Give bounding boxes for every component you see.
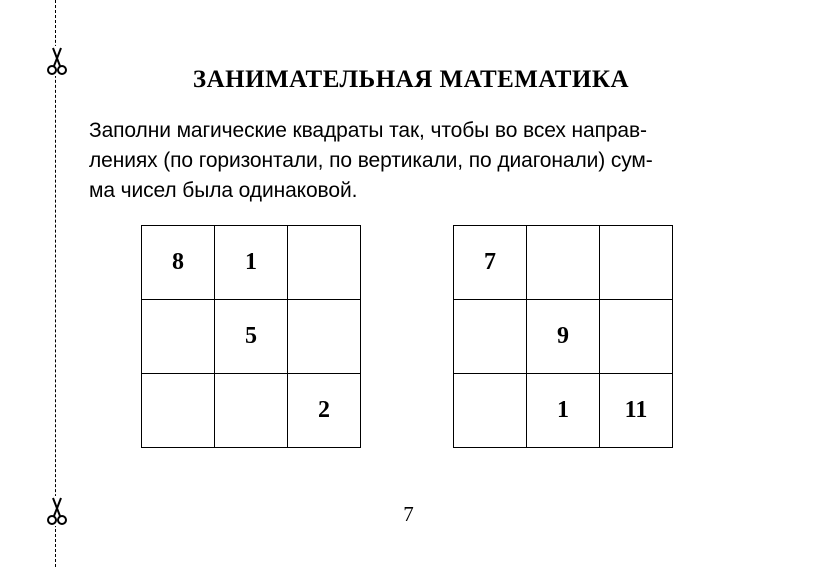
- square-cell[interactable]: [454, 300, 527, 374]
- square-cell[interactable]: [288, 226, 361, 300]
- task-line: ма чисел была одинаковой.: [89, 179, 358, 202]
- square-cell[interactable]: [288, 300, 361, 374]
- square-cell[interactable]: [142, 374, 215, 448]
- page-title: ЗАНИМАТЕЛЬНАЯ МАТЕМАТИКА: [192, 66, 630, 93]
- square-cell[interactable]: [600, 300, 673, 374]
- square-cell[interactable]: [600, 226, 673, 300]
- magic-square-1: [141, 225, 361, 448]
- magic-square-2: [453, 225, 673, 448]
- square-cell[interactable]: 2: [288, 374, 361, 448]
- square-cell[interactable]: [142, 300, 215, 374]
- square-cell[interactable]: 5: [215, 300, 288, 374]
- square-cell[interactable]: [454, 374, 527, 448]
- page-number: 7: [403, 502, 414, 526]
- square-cell[interactable]: [527, 226, 600, 300]
- task-line: лениях (по горизонтали, по вертикали, по диагонали) сум-: [89, 149, 653, 172]
- square-cell[interactable]: [215, 374, 288, 448]
- task-line: Заполни магические квадраты так, чтобы во всех направ-: [89, 119, 647, 142]
- square-cell[interactable]: 8: [142, 226, 215, 300]
- square-cell[interactable]: 1: [527, 374, 600, 448]
- square-cell[interactable]: 1: [215, 226, 288, 300]
- square-cell[interactable]: 9: [527, 300, 600, 374]
- square-cell[interactable]: 7: [454, 226, 527, 300]
- task-text: [89, 116, 749, 206]
- square-cell[interactable]: 11: [600, 374, 673, 448]
